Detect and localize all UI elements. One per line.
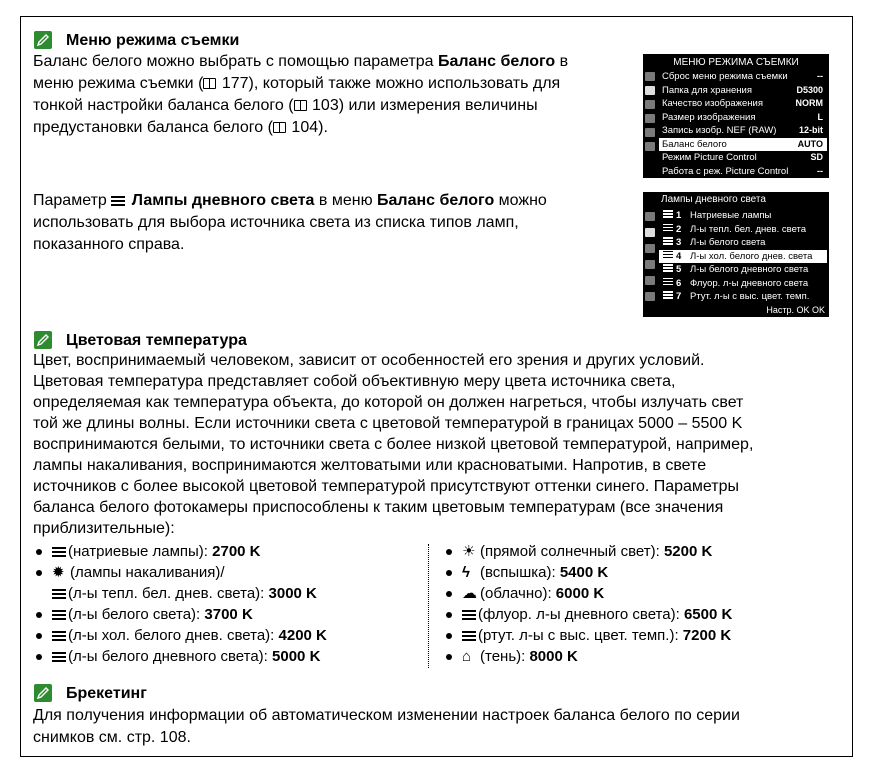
camera-lamp-item[interactable] bbox=[659, 277, 827, 290]
list-item-value: 2700 K bbox=[212, 543, 261, 560]
list-item-label: (л-ы белого дневного света): bbox=[68, 648, 273, 665]
camera-menu-item[interactable] bbox=[659, 111, 827, 124]
recent-settings-icon bbox=[645, 142, 655, 151]
list-bullet bbox=[446, 654, 452, 660]
daylight-fluorescent-icon bbox=[462, 610, 476, 620]
fluorescent-lamp-icon bbox=[663, 264, 673, 272]
list-bullet bbox=[36, 549, 42, 555]
list-item bbox=[462, 625, 731, 646]
camera-lamp-label: Флуор. л-ы дневного света bbox=[690, 277, 809, 289]
camera-lamp-number: 5 bbox=[676, 264, 682, 275]
list-item bbox=[52, 541, 261, 562]
play-icon bbox=[645, 72, 655, 81]
camera-menu-item-value: 12-bit bbox=[798, 125, 823, 135]
camera-menu-item-label: Запись изобр. NEF (RAW) bbox=[662, 125, 777, 136]
camera-lamp-number: 6 bbox=[676, 277, 682, 289]
camera-menu-item[interactable] bbox=[659, 84, 827, 97]
book-icon bbox=[203, 78, 216, 89]
list-item-value: 4200 K bbox=[278, 627, 327, 644]
list-item bbox=[52, 625, 327, 646]
wrench-icon bbox=[645, 114, 655, 123]
list-bullet bbox=[36, 612, 42, 618]
camera-lamp-label: Натриевые лампы bbox=[690, 210, 772, 221]
list-item bbox=[52, 646, 320, 667]
pencil-icon bbox=[645, 244, 655, 253]
paragraph-line: лампы накаливания, воспринимаются желтоватыми или красноватыми. Напротив, в свете bbox=[33, 457, 707, 474]
camera-menu-item-label: Режим Picture Control bbox=[662, 152, 757, 163]
camera-menu-item[interactable] bbox=[659, 70, 827, 83]
list-item bbox=[462, 604, 732, 625]
fluorescent-lamp-icon bbox=[663, 291, 673, 299]
fluorescent-lamp-icon bbox=[663, 210, 673, 218]
camera-menu-item[interactable] bbox=[659, 165, 827, 178]
camera-lamp-number: 1 bbox=[676, 210, 682, 221]
camera-lamp-label: Ртут. л-ы с выс. цвет. темп. bbox=[690, 291, 810, 302]
flash-icon: ϟ bbox=[462, 564, 470, 581]
camera-shooting-menu-screen bbox=[643, 54, 829, 178]
paragraph-line: той же длины волны. Если источники света с цветовой температурой в границах 5000 – 5500 K bbox=[33, 415, 743, 432]
book-icon bbox=[294, 100, 307, 111]
camera-lamp-number: 4 bbox=[676, 250, 682, 262]
list-item-label: (лампы накаливания)/ bbox=[70, 564, 225, 581]
paragraph-line: источников с более высокой цветовой температурой присутствуют оттенки синего. Параметры bbox=[33, 478, 740, 495]
heading-shooting-menu: Меню режима съемки bbox=[66, 32, 240, 49]
play-icon bbox=[645, 212, 655, 221]
camera-menu-item-label: Размер изображения bbox=[662, 111, 756, 123]
camera-menu-item-label: Папка для хранения bbox=[662, 84, 752, 96]
camera-menu-item-value: NORM bbox=[795, 98, 823, 108]
camera-lamp-label: Л-ы белого света bbox=[690, 237, 766, 248]
list-item bbox=[52, 583, 317, 604]
sodium-lamp-icon bbox=[52, 547, 66, 557]
para-bracketing: Для получения информации об автоматическом изменении настроек баланса белого по серии снимков см. стр. 108. bbox=[33, 707, 740, 746]
list-bullet bbox=[446, 612, 452, 618]
list-item-label: (прямой солнечный свет): bbox=[480, 543, 664, 560]
camera-menu-item[interactable] bbox=[659, 97, 827, 110]
para-shooting-menu: Баланс белого можно выбрать с помощью параметра Баланс белого в меню режима съемки ( 177), который также можно использовать для тонкой настройки баланса белого ( 103) или измерения величины предустановки баланса белого ( 104). bbox=[33, 53, 569, 136]
camera-menu-item-value: -- bbox=[817, 71, 823, 81]
list-item-value: 6500 K bbox=[683, 606, 733, 623]
list-item bbox=[52, 562, 225, 583]
camera-menu-item-value: -- bbox=[817, 165, 823, 176]
list-bullet bbox=[446, 549, 452, 555]
list-item-label: (натриевые лампы): bbox=[68, 543, 213, 560]
list-bullet bbox=[446, 633, 452, 639]
camera-menu-item-label: Качество изображения bbox=[662, 98, 763, 109]
list-item-label: (облачно): bbox=[480, 585, 556, 602]
camera-lamp-label: Л-ы хол. белого днев. света bbox=[690, 250, 813, 262]
list-item-value: 5000 K bbox=[272, 648, 321, 665]
pencil-icon bbox=[645, 100, 655, 109]
paragraph-line: Цвет, воспринимаемый человеком, зависит от особенностей его зрения и других условий. bbox=[33, 352, 705, 369]
list-item-value: 7200 K bbox=[682, 627, 732, 644]
camera-menu-item[interactable] bbox=[659, 151, 827, 164]
camera-menu-item-value: SD bbox=[810, 152, 823, 162]
paragraph-line: Цветовая температура представляет собой объективную меру цвета источника света, bbox=[33, 373, 676, 390]
list-item-label: (вспышка): bbox=[480, 564, 560, 581]
heading-bracketing: Брекетинг bbox=[66, 685, 147, 702]
paragraph-line: баланса белого фотокамеры приспособлены к таким цветовым температурам (все значения bbox=[33, 499, 724, 516]
camera-menu-item-value: AUTO bbox=[797, 138, 823, 149]
shade-icon: ⌂ bbox=[462, 648, 472, 665]
camera-menu-item-value: L bbox=[817, 111, 823, 122]
list-bullet bbox=[446, 570, 452, 576]
wrench-icon bbox=[645, 260, 655, 269]
list-item-value: 8000 K bbox=[529, 648, 578, 665]
list-item-value: 3700 K bbox=[204, 606, 253, 623]
recent-settings-icon bbox=[645, 292, 655, 301]
fluorescent-lamp-icon bbox=[111, 196, 125, 206]
fluorescent-lamp-icon bbox=[663, 224, 673, 232]
white-fluorescent-icon bbox=[52, 610, 66, 620]
camera-menu-item-label: Баланс белого bbox=[662, 138, 727, 150]
paragraph-line: воспринимаются белыми, то источники света с более низкой цветовой температурой, например, bbox=[33, 436, 754, 453]
list-item bbox=[462, 583, 604, 604]
list-item bbox=[462, 562, 608, 583]
fluorescent-lamp-icon bbox=[663, 251, 673, 259]
camera-lamps-title: Лампы дневного света bbox=[661, 194, 766, 205]
fluorescent-lamp-icon bbox=[663, 237, 673, 245]
list-bullet bbox=[36, 633, 42, 639]
column-divider bbox=[428, 544, 429, 668]
camera-icon bbox=[645, 86, 655, 95]
list-item-label: (ртут. л-ы с выс. цвет. темп.): bbox=[478, 627, 683, 644]
list-bullet bbox=[36, 570, 42, 576]
list-item bbox=[52, 604, 253, 625]
camera-lamps-footer: Настр. OK OK bbox=[766, 305, 825, 315]
list-item-label: (л-ы хол. белого днев. света): bbox=[68, 627, 279, 644]
camera-lamp-label: Л-ы тепл. бел. днев. света bbox=[690, 223, 807, 235]
para-color-temperature bbox=[33, 350, 833, 539]
camera-menu-item[interactable] bbox=[659, 138, 827, 151]
mercury-vapor-icon bbox=[462, 631, 476, 641]
pencil-note-icon bbox=[34, 684, 52, 702]
list-item-label: (тень): bbox=[480, 648, 530, 665]
pencil-note-icon bbox=[34, 31, 52, 49]
list-bullet bbox=[446, 591, 452, 597]
camera-lamp-item[interactable] bbox=[659, 223, 827, 236]
fluorescent-lamp-icon bbox=[663, 278, 673, 286]
incandescent-icon: ✹ bbox=[52, 564, 65, 581]
cloudy-icon: ☁ bbox=[462, 585, 477, 602]
camera-menu-item-label: Работа с реж. Picture Control bbox=[662, 165, 789, 177]
camera-menu-item-value: D5300 bbox=[796, 84, 823, 95]
camera-lamp-item[interactable] bbox=[659, 236, 827, 249]
list-item-label: (флуор. л-ы дневного света): bbox=[478, 606, 684, 623]
camera-lamp-number: 2 bbox=[676, 223, 682, 235]
camera-lamp-item[interactable] bbox=[659, 250, 827, 263]
paragraph-line: определяемая как температура объекта, до которой он должен нагреться, чтобы излучать свет bbox=[33, 394, 744, 411]
camera-menu-item[interactable] bbox=[659, 124, 827, 137]
list-item-value: 5400 K bbox=[559, 564, 609, 581]
list-item-label: (л-ы белого света): bbox=[68, 606, 205, 623]
day-white-fluorescent-icon bbox=[52, 652, 66, 662]
camera-menu-title: МЕНЮ РЕЖИМА СЪЕМКИ bbox=[673, 57, 799, 68]
book-icon bbox=[273, 122, 286, 133]
warm-white-fluorescent-icon bbox=[52, 589, 66, 599]
list-item-value: 6000 K bbox=[555, 585, 605, 602]
retouch-icon bbox=[645, 276, 655, 285]
paragraph-line: приблизительные): bbox=[33, 520, 175, 537]
list-item-label: (л-ы тепл. бел. днев. света): bbox=[68, 585, 269, 602]
para-fluorescent: Параметр Лампы дневного света в меню Баланс белого можно использовать для выбора источника света из списка типов ламп, показанного справа. bbox=[33, 192, 547, 253]
cool-white-fluorescent-icon bbox=[52, 631, 66, 641]
camera-lamp-item[interactable] bbox=[659, 209, 827, 222]
list-item bbox=[462, 541, 712, 562]
retouch-icon bbox=[645, 128, 655, 137]
camera-menu-item-label: Сброс меню режима съемки bbox=[662, 71, 788, 82]
heading-color-temperature: Цветовая температура bbox=[66, 332, 247, 349]
list-item bbox=[462, 646, 578, 667]
list-bullet bbox=[36, 654, 42, 660]
direct-sunlight-icon: ☀ bbox=[462, 543, 476, 560]
camera-lamp-item[interactable] bbox=[659, 290, 827, 303]
list-item-value: 5200 K bbox=[663, 543, 713, 560]
camera-lamp-item[interactable] bbox=[659, 263, 827, 276]
camera-icon bbox=[645, 228, 655, 237]
pencil-note-icon bbox=[34, 331, 52, 349]
camera-fluorescent-screen bbox=[643, 192, 829, 317]
list-item-value: 3000 K bbox=[268, 585, 317, 602]
camera-lamp-number: 3 bbox=[676, 237, 682, 248]
camera-lamp-number: 7 bbox=[676, 291, 682, 302]
camera-lamp-label: Л-ы белого дневного света bbox=[690, 264, 809, 275]
